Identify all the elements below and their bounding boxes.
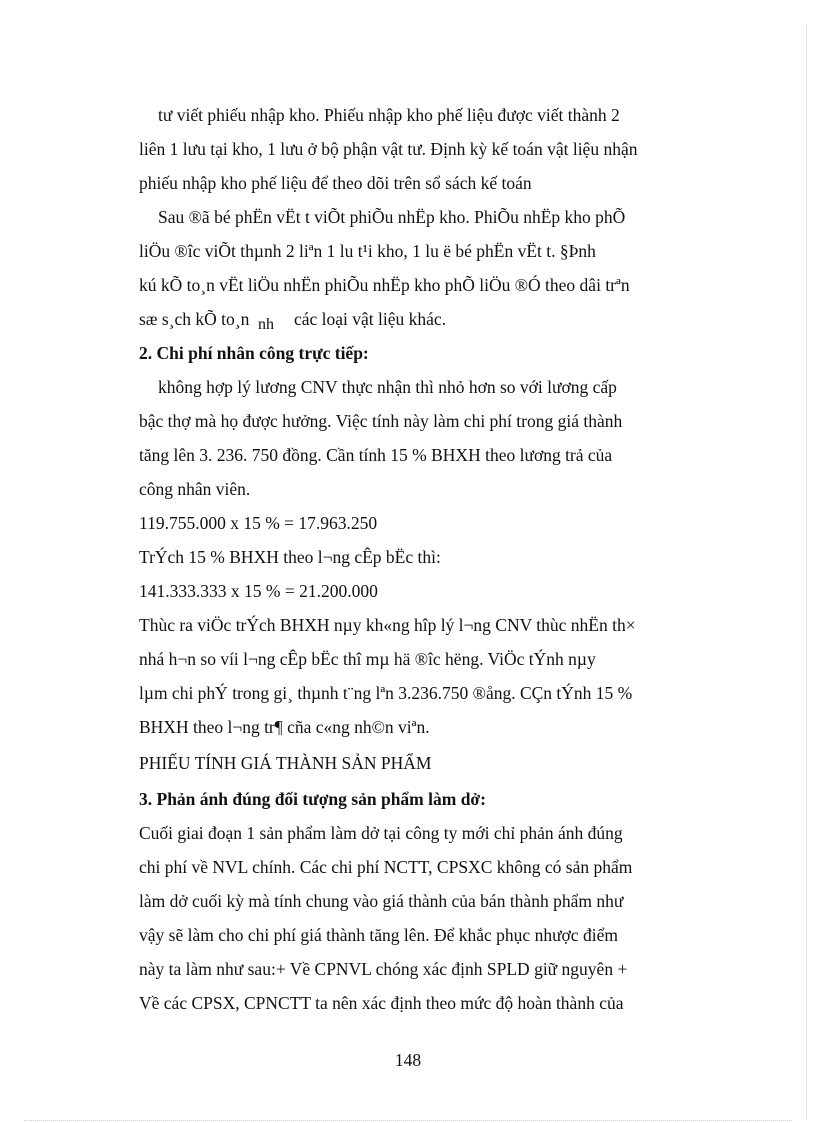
- subscript-text: nh: [258, 316, 274, 333]
- text-line: liÖu ®îc viÕt thµnh 2 liªn 1 lu t¹i kho, 1 lu ë bé phËn vËt t. §Þnh: [139, 241, 596, 261]
- text-line: Thùc ra viÖc trÝch BHXH nµy kh«ng hîp lý l¬ng CNV thùc nhËn th×: [139, 615, 636, 635]
- text-line: phiếu nhập kho phế liệu để theo dõi trên sổ sách kế toán: [139, 173, 532, 193]
- text-line: liên 1 lưu tại kho, 1 lưu ở bộ phận vật tư. Định kỳ kế toán vật liệu nhận: [139, 139, 638, 159]
- text-line: bậc thợ mà họ được hưởng. Việc tính này làm chi phí trong giá thành: [139, 411, 623, 431]
- text-line: BHXH theo l¬ng tr¶ cña c«ng nh©n viªn.: [139, 717, 430, 737]
- section-heading: 3. Phản ánh đúng đối tượng sản phẩm làm dở:: [139, 789, 486, 809]
- text-line: không hợp lý lương CNV thực nhận thì nhỏ hơn so với lương cấp: [158, 377, 617, 397]
- page-number: 148: [394, 1050, 422, 1070]
- text-line: tư viết phiếu nhập kho. Phiếu nhập kho phế liệu được viết thành 2: [158, 105, 620, 125]
- formula-line: 119.755.000 x 15 % = 17.963.250: [139, 513, 378, 533]
- text-line: các loại vật liệu khác.: [294, 309, 447, 329]
- formula-line: 141.333.333 x 15 % = 21.200.000: [139, 581, 378, 601]
- text-line: vậy sẽ làm cho chi phí giá thành tăng lên. Để khắc phục nhược điểm: [139, 925, 618, 945]
- text-line: này ta làm như sau:+ Về CPNVL chóng xác định SPLD giữ nguyên +: [139, 959, 628, 979]
- text-line: nhá h¬n so víi l¬ng cÊp bËc thî mµ hä ®îc hëng. ViÖc tÝnh nµy: [139, 649, 596, 669]
- text-line: chi phí về NVL chính. Các chi phí NCTT, CPSXC không có sản phẩm: [139, 857, 633, 877]
- text-line: kú kÕ to¸n vËt liÖu nhËn phiÕu nhËp kho phÕ liÖu ®Ó theo dâi trªn: [139, 275, 630, 295]
- text-line: công nhân viên.: [139, 479, 251, 499]
- text-line: Về các CPSX, CPNCTT ta nên xác định theo mức độ hoàn thành của: [139, 993, 624, 1013]
- page-border-bottom: [24, 1120, 792, 1121]
- text-line: Cuối giai đoạn 1 sản phẩm làm dở tại công ty mới chỉ phản ánh đúng: [139, 823, 623, 843]
- section-heading: 2. Chi phí nhân công trực tiếp:: [139, 343, 369, 363]
- text-line: lµm chi phÝ trong gi¸ thµnh t¨ng lªn 3.236.750 ®ång. CÇn tÝnh 15 %: [139, 683, 633, 703]
- table-title: PHIẾU TÍNH GIÁ THÀNH SẢN PHẨM: [139, 753, 432, 773]
- page-border-right: [806, 24, 807, 1119]
- text-line: Sau ®ã bé phËn vËt t viÕt phiÕu nhËp kho. PhiÕu nhËp kho phÕ: [158, 207, 626, 227]
- text-line: làm dở cuối kỳ mà tính chung vào giá thành của bán thành phẩm như: [139, 891, 624, 911]
- text-line: sæ s¸ch kÕ to¸n: [139, 309, 250, 329]
- text-line: TrÝch 15 % BHXH theo l¬ng cÊp bËc thì:: [139, 547, 441, 567]
- text-line: tăng lên 3. 236. 750 đồng. Cần tính 15 % BHXH theo lương trả của: [139, 445, 613, 465]
